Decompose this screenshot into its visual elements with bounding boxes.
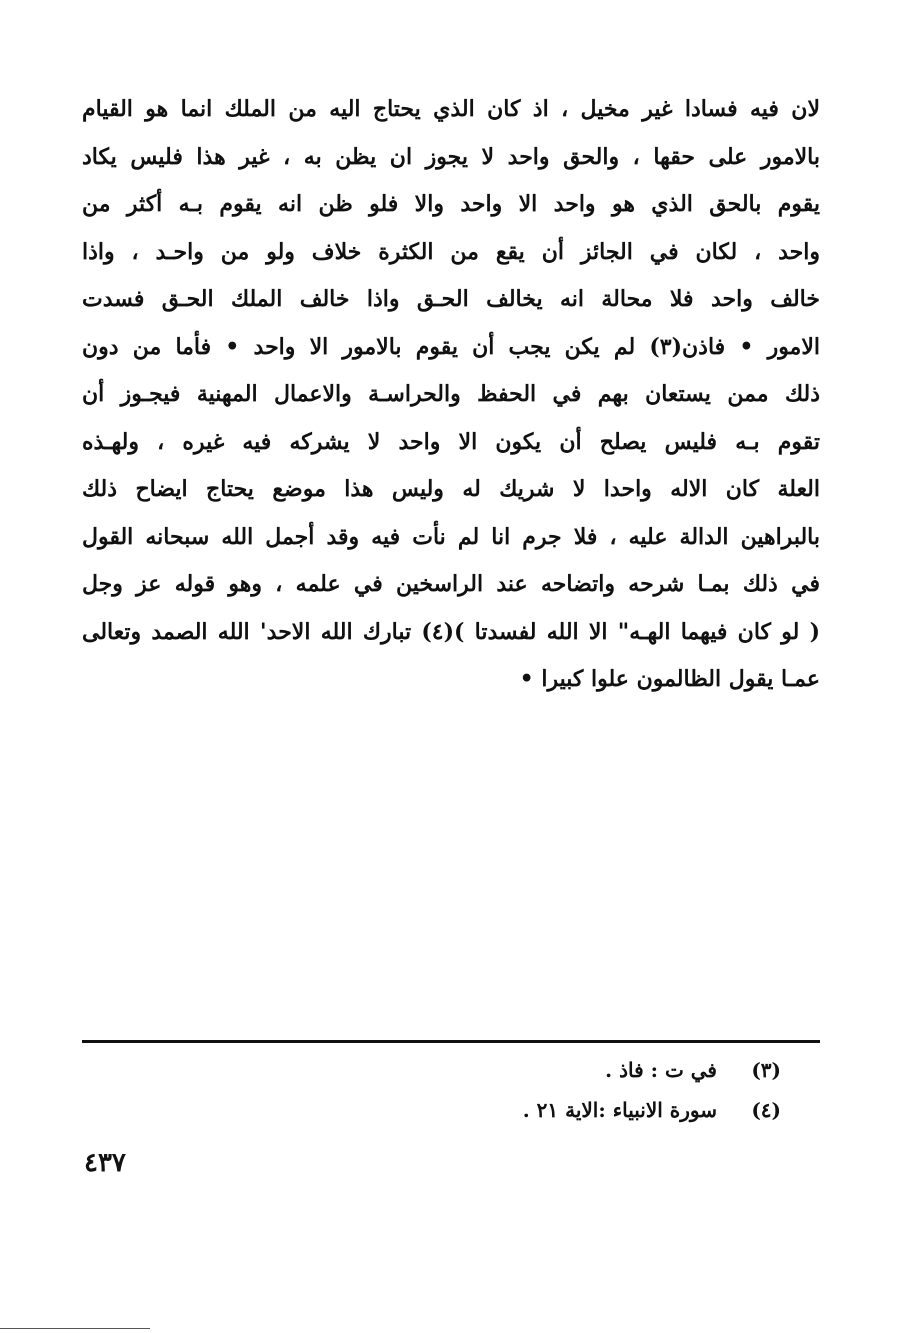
main-text-block [82,86,820,704]
text-line: تقوم بـه فليس يصلح أن يكون الا واحد لا يشركه فيه غيره ، ولهـذه [82,428,820,455]
footnote [181,1098,781,1138]
text-line: بالامور على حقها ، والحق واحد لا يجوز ان يظن به ، غير هذا فليس يكاد [82,143,820,170]
text-line: لان فيه فسادا غير مخيل ، اذ كان الذي يحتاج اليه من الملك انما هو القيام [82,96,820,122]
text-line: واحد ، لكان في الجائز أن يقع من الكثرة خلاف ولو من واحـد ، واذا [82,238,820,265]
text-line: يقوم بالحق الذي هو واحد الا واحد والا فلو ظن انه يقوم بـه أكثر من [82,191,820,217]
footnote-text: في ت : فاذ . [605,1058,717,1082]
text-line: عمـا يقول الظالمون علوا كبيرا • [519,666,820,692]
text-line: في ذلك بمـا شرحه واتضاحه عند الراسخين في علمه ، وهو قوله عز وجل [82,571,820,597]
footnote-text: سورة الانبياء :الاية ٢١ . [522,1098,717,1122]
text-line: بالبراهين الدالة عليه ، فلا جرم انا لم نأت فيه وقد أجمل الله سبحانه القول [82,523,820,550]
text-line: خالف واحد فلا محالة انه يخالف الحـق واذا خالف الملك الحـق فسدت [82,286,820,312]
footnote-number: (٣) [751,1058,781,1082]
text-line: ( لو كان فيهما الهـه" الا الله لفسدتا )(٤) تبارك الله الاحد' الله الصمد وتعالى [82,618,820,645]
footnote-separator [82,1040,820,1043]
page-number: ٤٣٧ [84,1148,126,1178]
text-line: ذلك ممن يستعان بهم في الحفظ والحراسـة والاعمال المهنية فيجـوز أن [82,381,820,407]
text-line: العلة كان الاله واحدا لا شريك له وليس هذا موضع يحتاج ايضاح ذلك [82,476,820,502]
footnote-number: (٤) [751,1098,781,1122]
footnote [181,1058,781,1098]
text-line: الامور • فاذن(٣) لم يكن يجب أن يقوم بالامور الا واحد • فأما من دون [82,333,820,360]
scan-edge-line [0,1328,150,1329]
footnotes [181,1058,781,1138]
